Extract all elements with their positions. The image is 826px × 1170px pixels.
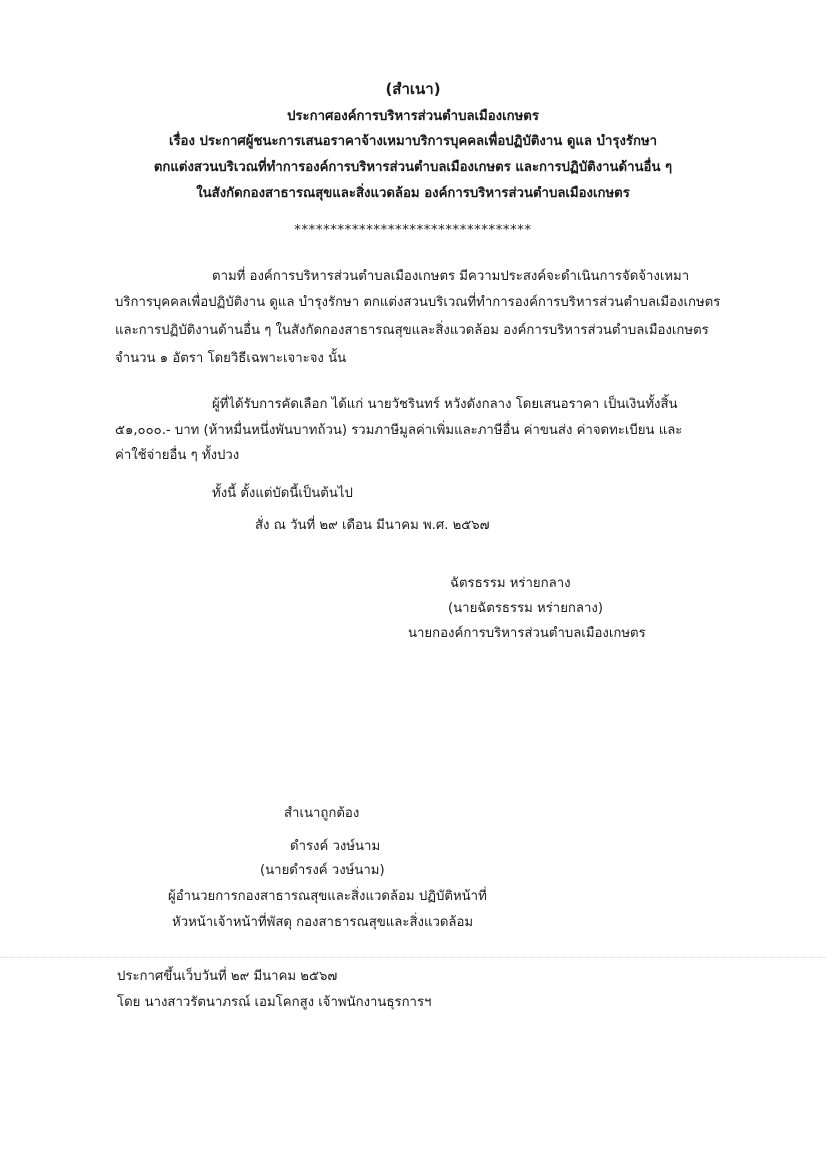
effective-statement: ทั้งนี้ ตั้งแต่บัดนี้เป็นต้นไป [212,486,353,501]
certified-signed: ดำรงค์ วงษ์นาม [290,839,381,854]
footer-divider [0,957,826,958]
signature-position: นายกองค์การบริหารส่วนตำบลเมืองเกษตร [408,626,646,641]
announcement-title: ประกาศองค์การบริหารส่วนตำบลเมืองเกษตร [287,109,539,124]
para2-line-3: ค่าใช้จ่ายอื่น ๆ ทั้งปวง [115,448,240,463]
copy-mark: (สำเนา) [385,80,441,98]
para1-line-3: และการปฏิบัติงานด้านอื่น ๆ ในสังกัดกองสาธารณสุขและสิ่งแวดล้อม องค์การบริหารส่วนตำบลเมืองเกษตร [115,323,709,338]
para2-line-1: ผู้ที่ได้รับการคัดเลือก ได้แก่ นายวัชรินทร์ หวังดังกลาง โดยเสนอราคา เป็นเงินทั้งสิ้น [212,397,678,412]
posted-date: ประกาศขึ้นเว็บวันที่ ๒๙ มีนาคม ๒๕๖๗ [117,969,338,984]
order-date: สั่ง ณ วันที่ ๒๙ เดือน มีนาคม พ.ศ. ๒๕๖๗ [255,518,490,533]
signature-name: (นายฉัตรธรรม หร่ายกลาง) [448,601,603,616]
signature-signed: ฉัตรธรรม หร่ายกลาง [450,576,571,591]
subject-line-1: เรื่อง ประกาศผู้ชนะการเสนอราคาจ้างเหมาบริการบุคคลเพื่อปฏิบัติงาน ดูแล บำรุงรักษา [168,134,658,149]
subject-line-2: ตกแต่งสวนบริเวณที่ทำการองค์การบริหารส่วนตำบลเมืองเกษตร และการปฏิบัติงานด้านอื่น ๆ [153,160,673,175]
separator-stars: ********************************* [294,223,532,238]
certified-position-2: หัวหน้าเจ้าหน้าที่พัสดุ กองสาธารณสุขและสิ่งแวดล้อม [172,915,474,930]
certified-name: (นายดำรงค์ วงษ์นาม) [260,863,385,878]
certified-label: สำเนาถูกต้อง [284,806,360,821]
para2-line-2: ๕๑,๐๐๐.- บาท (ห้าหมื่นหนึ่งพันบาทถ้วน) รวมภาษีมูลค่าเพิ่มและภาษีอื่น ค่าขนส่ง ค่าจดทะเบียน และ [115,423,683,438]
para1-line-1: ตามที่ องค์การบริหารส่วนตำบลเมืองเกษตร มีความประสงค์จะดำเนินการจัดจ้างเหมา [212,269,690,284]
para1-line-2: บริการบุคคลเพื่อปฏิบัติงาน ดูแล บำรุงรักษา ตกแต่งสวนบริเวณที่ทำการองค์การบริหารส่วนตำบลเมืองเกษตร [115,295,721,310]
certified-position-1: ผู้อำนวยการกองสาธารณสุขและสิ่งแวดล้อม ปฏิบัติหน้าที่ [168,889,487,904]
posted-by: โดย นางสาวรัตนาภรณ์ เอมโคกสูง เจ้าพนักงานธุรการฯ [117,995,432,1010]
para1-line-4: จำนวน ๑ อัตรา โดยวิธีเฉพาะเจาะจง นั้น [115,351,347,366]
subject-line-3: ในสังกัดกองสาธารณสุขและสิ่งแวดล้อม องค์การบริหารส่วนตำบลเมืองเกษตร [196,186,630,201]
